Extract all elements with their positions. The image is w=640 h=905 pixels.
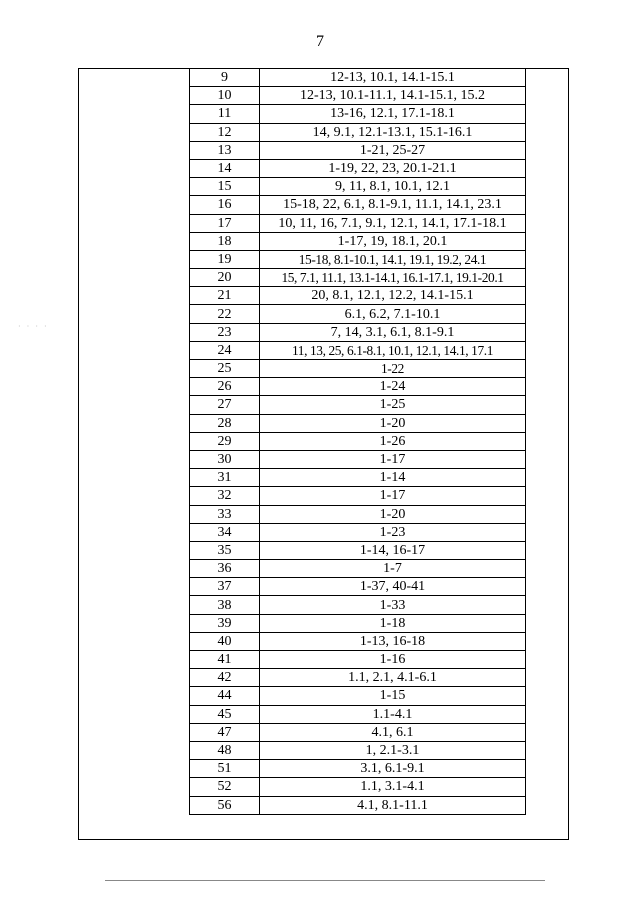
table-row — [190, 796, 526, 814]
row-number-cell: 33 — [190, 505, 260, 523]
object-range-table — [189, 68, 526, 815]
row-number-cell: 24 — [190, 341, 260, 359]
row-range-cell: 15-18, 22, 6.1, 8.1-9.1, 11.1, 14.1, 23.1 — [260, 196, 526, 214]
row-range-cell: 6.1, 6.2, 7.1-10.1 — [260, 305, 526, 323]
row-range-cell: 1-14 — [260, 469, 526, 487]
row-number-cell: 26 — [190, 378, 260, 396]
table-row — [190, 159, 526, 177]
table-row — [190, 614, 526, 632]
scan-artifact: · · · · — [18, 322, 49, 331]
table-row — [190, 69, 526, 87]
table-row — [190, 450, 526, 468]
table-row — [190, 705, 526, 723]
row-range-cell: 14, 9.1, 12.1-13.1, 15.1-16.1 — [260, 123, 526, 141]
table-row — [190, 487, 526, 505]
row-number-cell: 42 — [190, 669, 260, 687]
row-range-cell: 4.1, 8.1-11.1 — [260, 796, 526, 814]
table-row — [190, 596, 526, 614]
table-row — [190, 178, 526, 196]
table-row — [190, 469, 526, 487]
row-range-cell: 10, 11, 16, 7.1, 9.1, 12.1, 14.1, 17.1-18.1 — [260, 214, 526, 232]
table-row — [190, 105, 526, 123]
row-range-cell: 1-22 — [260, 360, 526, 378]
row-number-cell: 11 — [190, 105, 260, 123]
row-number-cell: 25 — [190, 360, 260, 378]
row-number-cell: 38 — [190, 596, 260, 614]
row-number-cell: 48 — [190, 741, 260, 759]
table-row — [190, 141, 526, 159]
table-row — [190, 214, 526, 232]
row-number-cell: 52 — [190, 778, 260, 796]
row-number-cell: 51 — [190, 760, 260, 778]
table-row — [190, 523, 526, 541]
row-range-cell: 1-18 — [260, 614, 526, 632]
row-range-cell: 1-19, 22, 23, 20.1-21.1 — [260, 159, 526, 177]
row-range-cell: 1, 2.1-3.1 — [260, 741, 526, 759]
row-range-cell: 1-20 — [260, 414, 526, 432]
table-row — [190, 760, 526, 778]
row-range-cell: 1.1-4.1 — [260, 705, 526, 723]
row-number-cell: 23 — [190, 323, 260, 341]
table-row — [190, 741, 526, 759]
row-range-cell: 15, 7.1, 11.1, 13.1-14.1, 16.1-17.1, 19.1-20.1 — [260, 269, 526, 287]
row-number-cell: 17 — [190, 214, 260, 232]
row-range-cell: 3.1, 6.1-9.1 — [260, 760, 526, 778]
row-range-cell: 1-7 — [260, 560, 526, 578]
table-row — [190, 269, 526, 287]
row-number-cell: 36 — [190, 560, 260, 578]
table-row — [190, 687, 526, 705]
row-range-cell: 1-23 — [260, 523, 526, 541]
row-range-cell: 1.1, 2.1, 4.1-6.1 — [260, 669, 526, 687]
row-number-cell: 20 — [190, 269, 260, 287]
row-range-cell: 1.1, 3.1-4.1 — [260, 778, 526, 796]
page-number: 7 — [316, 33, 324, 50]
row-number-cell: 37 — [190, 578, 260, 596]
bottom-divider — [105, 880, 545, 881]
row-number-cell: 32 — [190, 487, 260, 505]
table-row — [190, 196, 526, 214]
table-row — [190, 87, 526, 105]
row-number-cell: 9 — [190, 69, 260, 87]
table-row — [190, 360, 526, 378]
row-number-cell: 19 — [190, 250, 260, 268]
table-row — [190, 632, 526, 650]
table-row — [190, 778, 526, 796]
row-range-cell: 1-33 — [260, 596, 526, 614]
table-row — [190, 232, 526, 250]
row-number-cell: 45 — [190, 705, 260, 723]
row-range-cell: 1-24 — [260, 378, 526, 396]
row-range-cell: 1-15 — [260, 687, 526, 705]
row-number-cell: 27 — [190, 396, 260, 414]
table-row — [190, 560, 526, 578]
row-range-cell: 9, 11, 8.1, 10.1, 12.1 — [260, 178, 526, 196]
row-number-cell: 29 — [190, 432, 260, 450]
row-range-cell: 1-17, 19, 18.1, 20.1 — [260, 232, 526, 250]
row-number-cell: 22 — [190, 305, 260, 323]
row-range-cell: 1-37, 40-41 — [260, 578, 526, 596]
table-row — [190, 287, 526, 305]
table-row — [190, 651, 526, 669]
row-range-cell: 1-25 — [260, 396, 526, 414]
row-number-cell: 56 — [190, 796, 260, 814]
row-number-cell: 44 — [190, 687, 260, 705]
table-row — [190, 323, 526, 341]
row-range-cell: 1-21, 25-27 — [260, 141, 526, 159]
table-row — [190, 414, 526, 432]
row-range-cell: 1-13, 16-18 — [260, 632, 526, 650]
table-row — [190, 305, 526, 323]
row-range-cell: 1-17 — [260, 450, 526, 468]
row-number-cell: 10 — [190, 87, 260, 105]
row-number-cell: 15 — [190, 178, 260, 196]
row-number-cell: 28 — [190, 414, 260, 432]
row-range-cell: 1-16 — [260, 651, 526, 669]
table-row — [190, 378, 526, 396]
row-range-cell: 1-17 — [260, 487, 526, 505]
table-row — [190, 396, 526, 414]
table-row — [190, 669, 526, 687]
row-range-cell: 13-16, 12.1, 17.1-18.1 — [260, 105, 526, 123]
row-number-cell: 47 — [190, 723, 260, 741]
row-number-cell: 34 — [190, 523, 260, 541]
row-range-cell: 12-13, 10.1-11.1, 14.1-15.1, 15.2 — [260, 87, 526, 105]
row-number-cell: 35 — [190, 541, 260, 559]
table-row — [190, 250, 526, 268]
row-number-cell: 39 — [190, 614, 260, 632]
table-row — [190, 723, 526, 741]
row-range-cell: 7, 14, 3.1, 6.1, 8.1-9.1 — [260, 323, 526, 341]
row-number-cell: 18 — [190, 232, 260, 250]
row-range-cell: 11, 13, 25, 6.1-8.1, 10.1, 12.1, 14.1, 17.1 — [260, 341, 526, 359]
table-body — [190, 69, 526, 815]
row-number-cell: 30 — [190, 450, 260, 468]
table-row — [190, 123, 526, 141]
row-range-cell: 1-14, 16-17 — [260, 541, 526, 559]
table-row — [190, 432, 526, 450]
table-row — [190, 578, 526, 596]
row-number-cell: 16 — [190, 196, 260, 214]
row-range-cell: 12-13, 10.1, 14.1-15.1 — [260, 69, 526, 87]
table-row — [190, 541, 526, 559]
table-row — [190, 341, 526, 359]
row-number-cell: 41 — [190, 651, 260, 669]
row-number-cell: 40 — [190, 632, 260, 650]
row-number-cell: 21 — [190, 287, 260, 305]
table-row — [190, 505, 526, 523]
row-range-cell: 1-20 — [260, 505, 526, 523]
row-number-cell: 13 — [190, 141, 260, 159]
row-number-cell: 12 — [190, 123, 260, 141]
row-number-cell: 14 — [190, 159, 260, 177]
row-range-cell: 4.1, 6.1 — [260, 723, 526, 741]
row-range-cell: 20, 8.1, 12.1, 12.2, 14.1-15.1 — [260, 287, 526, 305]
row-range-cell: 1-26 — [260, 432, 526, 450]
row-range-cell: 15-18, 8.1-10.1, 14.1, 19.1, 19.2, 24.1 — [260, 250, 526, 268]
row-number-cell: 31 — [190, 469, 260, 487]
